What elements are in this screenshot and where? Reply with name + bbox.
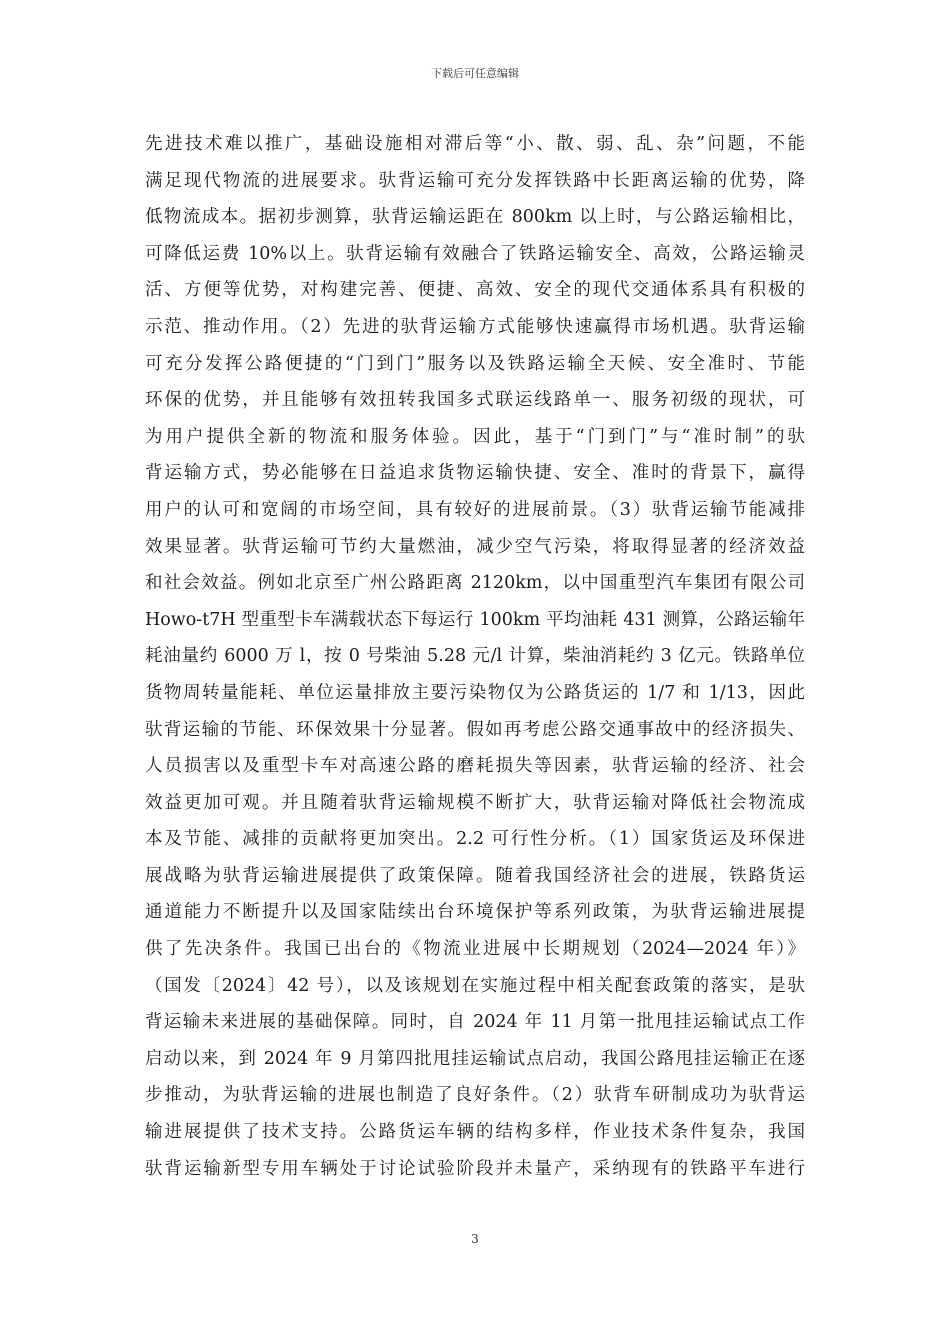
text-line: 满足现代物流的进展要求。驮背运输可充分发挥铁路中长距离运输的优势，降 xyxy=(145,170,805,191)
text-line: 活、方便等优势，对构建完善、便捷、高效、安全的现代交通体系具有积极的 xyxy=(145,280,805,301)
text-line: 可充分发挥公路便捷的“门到门”服务以及铁路运输全天候、安全准时、节能 xyxy=(145,353,805,374)
text-line: 驮背运输新型专用车辆处于讨论试验阶段并未量产，采纳现有的铁路平车进行 xyxy=(145,1158,805,1179)
text-line: 用户的认可和宽阔的市场空间，具有较好的进展前景。（3）驮背运输节能减排 xyxy=(145,499,805,520)
text-line: 效果显著。驮背运输可节约大量燃油，减少空气污染，将取得显著的经济效益 xyxy=(145,536,805,557)
text-line: 为用户提供全新的物流和服务体验。因此，基于“门到门”与“准时制”的驮 xyxy=(145,426,805,447)
page-header: 下载后可任意编辑 xyxy=(431,67,519,80)
text-line: Howo-t7H 型重型卡车满载状态下每运行 100km 平均油耗 431 测算，公路运输年 xyxy=(145,609,805,630)
text-line: 货物周转量能耗、单位运量排放主要污染物仅为公路货运的 1/7 和 1/13，因此 xyxy=(145,682,805,703)
text-line: 示范、推动作用。（2）先进的驮背运输方式能够快速赢得市场机遇。驮背运输 xyxy=(145,316,805,337)
page-number: 3 xyxy=(471,1232,479,1246)
text-line: 低物流成本。据初步测算，驮背运输运距在 800km 以上时，与公路运输相比， xyxy=(145,207,805,228)
text-line: （国发〔2024〕42 号），以及该规划在实施过程中相关配套政策的落实，是驮 xyxy=(145,975,805,996)
text-line: 环保的优势，并且能够有效扭转我国多式联运线路单一、服务初级的现状，可 xyxy=(145,390,805,411)
text-line: 输进展提供了技术支持。公路货运车辆的结构多样，作业技术条件复杂，我国 xyxy=(145,1122,805,1143)
text-line: 步推动，为驮背运输的进展也制造了良好条件。（2）驮背车研制成功为驮背运 xyxy=(145,1085,805,1106)
text-line: 展战略为驮背运输进展提供了政策保障。随着我国经济社会的进展，铁路货运 xyxy=(145,865,805,886)
text-line: 耗油量约 6000 万 l，按 0 号柴油 5.28 元/l 计算，柴油消耗约 3 亿元。铁路单位 xyxy=(145,646,805,667)
text-line: 背运输方式，势必能够在日益追求货物运输快捷、安全、准时的背景下，赢得 xyxy=(145,463,805,484)
body-text xyxy=(145,126,805,1187)
text-line: 效益更加可观。并且随着驮背运输规模不断扩大，驮背运输对降低社会物流成 xyxy=(145,792,805,813)
text-line: 驮背运输的节能、环保效果十分显著。假如再考虑公路交通事故中的经济损失、 xyxy=(145,719,805,740)
text-line: 背运输未来进展的基础保障。同时，自 2024 年 11 月第一批甩挂运输试点工作 xyxy=(145,1012,805,1033)
text-line: 本及节能、减排的贡献将更加突出。2.2 可行性分析。（1）国家货运及环保进 xyxy=(145,829,805,850)
text-line: 人员损害以及重型卡车对高速公路的磨耗损失等因素，驮背运输的经济、社会 xyxy=(145,756,805,777)
text-line: 通道能力不断提升以及国家陆续出台环境保护等系列政策，为驮背运输进展提 xyxy=(145,902,805,923)
text-line: 供了先决条件。我国已出台的《物流业进展中长期规划（2024—2024 年）》 xyxy=(145,939,805,960)
text-line: 启动以来，到 2024 年 9 月第四批甩挂运输试点启动，我国公路甩挂运输正在逐 xyxy=(145,1048,805,1069)
text-line: 先进技术难以推广，基础设施相对滞后等“小、散、弱、乱、杂”问题，不能 xyxy=(145,134,805,154)
text-line: 可降低运费 10%以上。驮背运输有效融合了铁路运输安全、高效，公路运输灵 xyxy=(145,243,805,264)
text-line: 和社会效益。例如北京至广州公路距离 2120km，以中国重型汽车集团有限公司 xyxy=(145,573,805,594)
